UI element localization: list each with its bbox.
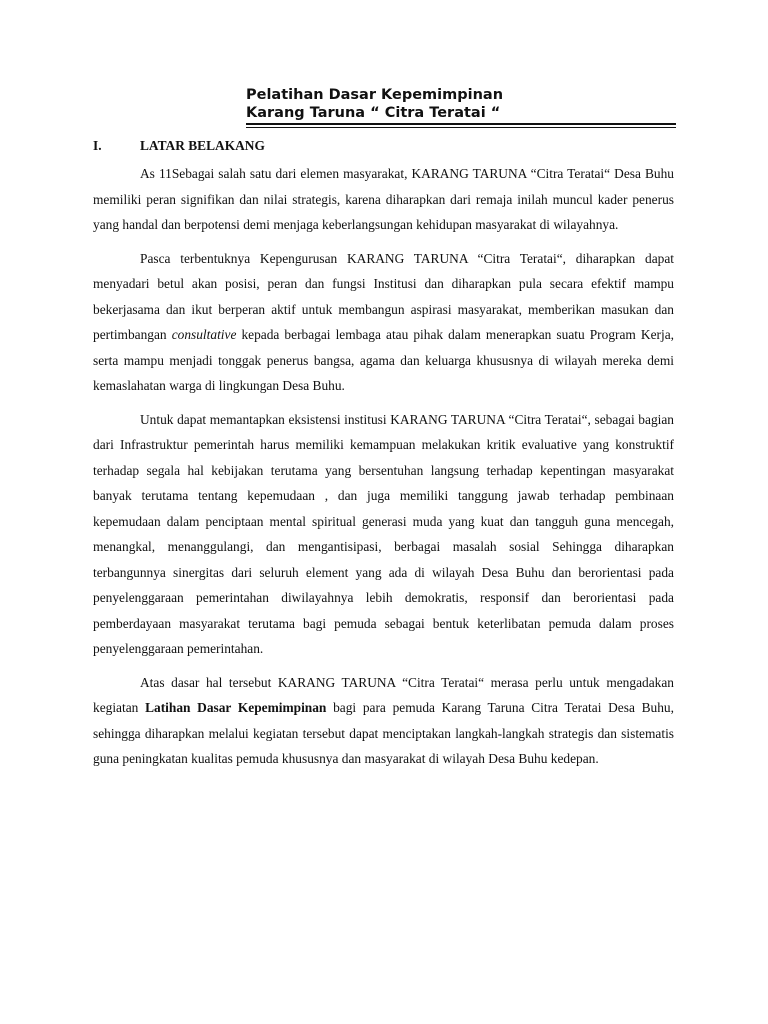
document-title	[246, 86, 666, 122]
paragraph-3: Untuk dapat memantapkan eksistensi institusi KARANG TARUNA “Citra Teratai“, sebagai bagian dari Infrastruktur pemerintah harus memiliki kemampuan melakukan kritik evaluative yang konstruktif terhadap segala hal kebijakan terutama yang bersentuhan langsung terhadap kepentingan masyarakat banyak terutama tentang kepemudaan , dan juga memiliki tanggung jawab terhadap pembinaan kepemudaan dalam penciptaan mental spiritual generasi muda yang kuat dan tangguh guna mencegah, menangkal, menanggulangi, dan mengantisipasi, berbagai masalah sosial Sehingga diharapkan terbangunnya sinergitas dari seluruh element yang ada di wilayah Desa Buhu dan berorientasi pada penyelenggaraan pemerintahan diwilayahnya lebih demokratis, responsif dan berorientasi pada pemberdayaan masyarakat terutama bagi pemuda sebagai bentuk keterlibatan pemuda dalam proses penyelenggaraan pemerintahan.	[93, 411, 674, 656]
paragraph-2	[93, 246, 674, 399]
section-heading	[93, 137, 674, 155]
paragraph-4-bold-term: Latihan Dasar Kepemimpinan	[145, 700, 327, 715]
document-body	[93, 137, 674, 780]
paragraph-4-text-end: bagi para pemuda Karang Taruna Citra Teratai Desa Buhu, sehingga diharapkan melalui kegiatan tersebut dapat menciptakan langkah-langkah strategis dan sistematis guna peningkatan kualitas pemuda khususnya dan masyarakat di wilayah Desa Buhu kedepan.	[93, 700, 674, 766]
paragraph-2-italic-term: consultative	[171, 327, 237, 342]
title-line-2: Karang Taruna “ Citra Teratai “	[246, 105, 501, 121]
section-title: LATAR BELAKANG	[140, 138, 265, 153]
title-rule-thin	[246, 127, 676, 128]
paragraph-4-text-start: Atas dasar hal tersebut KARANG TARUNA “Citra Teratai“ merasa perlu untuk mengadakan kegiatan	[93, 674, 674, 715]
paragraph-2-text-end: kepada berbagai lembaga atau pihak dalam menerapkan suatu Program Kerja, serta mampu menjadi tonggak penerus bangsa, agama dan keluarga khususnya di wilayah mereka demi kemaslahatan warga di lingkungan Desa Buhu.	[93, 327, 674, 393]
paragraph-4	[93, 670, 674, 772]
section-number: I.	[93, 138, 102, 153]
title-rule-thick	[246, 123, 676, 125]
paragraph-2-text-start: Pasca terbentuknya Kepengurusan KARANG TARUNA “Citra Teratai“, diharapkan dapat menyadari betul akan posisi, peran dan fungsi Institusi dan diharapkan pula secara efektif mampu bekerjasama dan ikut berperan aktif untuk membangun aspirasi masyarakat, memberikan masukan dan pertimbangan	[93, 250, 674, 342]
paragraph-1: As 11Sebagai salah satu dari elemen masyarakat, KARANG TARUNA “Citra Teratai“ Desa Buhu memiliki peran signifikan dan nilai strategis, karena diharapkan dari remaja inilah muncul kader penerus yang handal dan berpotensi demi menjaga keberlangsungan kehidupan masyarakat di wilayahnya.	[93, 166, 674, 232]
title-line-1: Pelatihan Dasar Kepemimpinan	[246, 87, 504, 103]
